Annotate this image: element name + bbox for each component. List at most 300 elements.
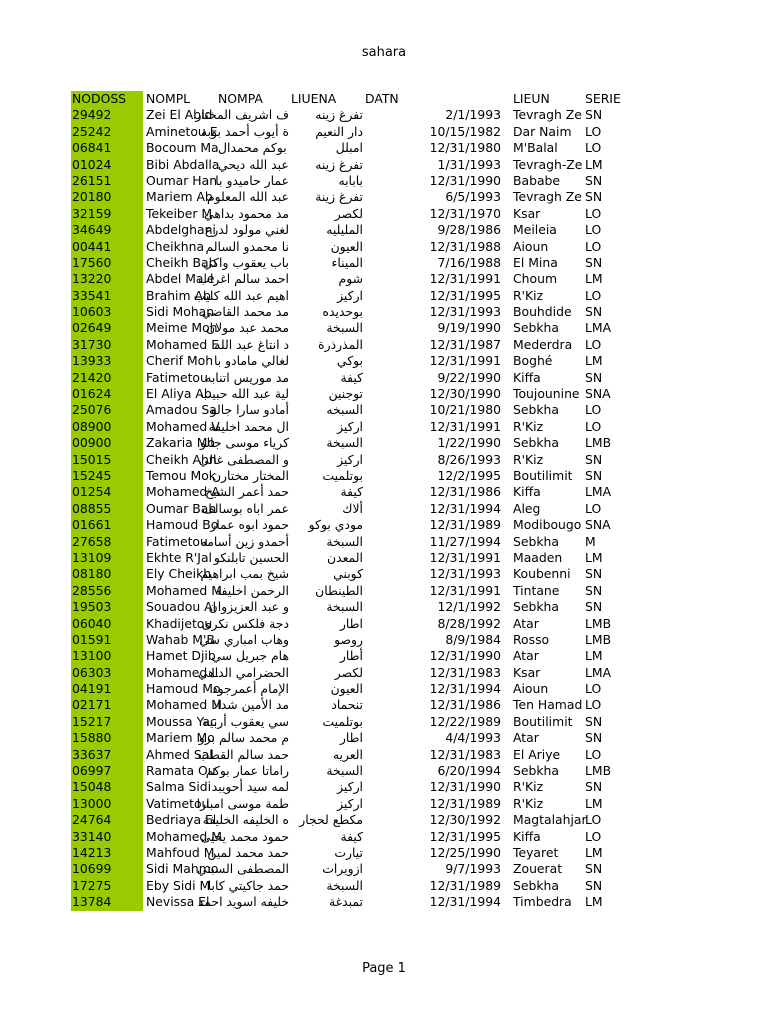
cell-datn: 12/30/1992 <box>429 812 501 828</box>
cell-nompl: Bedriaya El <box>146 812 217 828</box>
cell-nompl: Abdelghani <box>146 222 216 238</box>
cell-serie: LO <box>585 140 602 156</box>
cell-lieun: R'Kiz <box>513 418 544 434</box>
cell-lieun: Toujounine <box>513 386 580 402</box>
cell-serie: LM <box>585 271 603 287</box>
table-row <box>71 829 701 845</box>
cell-datn: 12/31/1991 <box>429 418 501 434</box>
cell-serie: SNA <box>585 386 611 402</box>
cell-datn: 6/20/1994 <box>437 763 501 779</box>
cell-lieun: Mederdra <box>513 336 573 352</box>
cell-lieun: Atar <box>513 615 539 631</box>
cell-nodoss: 10603 <box>71 304 143 320</box>
cell-nompa: حمد سالم القطب <box>197 746 289 762</box>
column-header-nompl: NOMPL <box>146 91 191 106</box>
cell-lieun: R'Kiz <box>513 795 544 811</box>
cell-serie: LM <box>585 648 603 664</box>
cell-nompl: Hamoud Mo <box>146 681 221 697</box>
cell-nodoss: 31730 <box>71 337 143 353</box>
cell-nompl: Nevissa El <box>146 894 210 910</box>
cell-nodoss: 28556 <box>71 583 143 599</box>
cell-nompl: Ely Cheikh <box>146 566 212 582</box>
cell-nodoss: 27658 <box>71 534 143 550</box>
cell-nompl: Wahab M'B <box>146 631 215 647</box>
cell-lieun: Sebkha <box>513 402 559 418</box>
cell-lieun: Choum <box>513 271 558 287</box>
table-row <box>71 288 701 304</box>
cell-liuena: الميناء <box>331 254 363 270</box>
table-row <box>71 812 701 828</box>
cell-nompl: Mahfoud M <box>146 844 215 860</box>
cell-nompa: مد محمود بداهي <box>204 205 289 221</box>
table-row <box>71 796 701 812</box>
cell-liuena: العريه <box>332 746 363 762</box>
cell-lieun: Sebkha <box>513 599 559 615</box>
cell-nompl: Oumar Bah <box>146 500 217 516</box>
cell-nompa: ة أيوب أحمد بوبه <box>201 123 289 139</box>
cell-datn: 12/31/1983 <box>429 664 501 680</box>
cell-serie: SN <box>585 599 603 615</box>
cell-nompa: لغالي مامادو با <box>213 353 289 369</box>
cell-datn: 12/25/1990 <box>429 844 501 860</box>
cell-datn: 12/2/1995 <box>437 467 501 483</box>
cell-liuena: السبخه <box>326 402 363 418</box>
cell-nompa: عمار حاميدو با <box>215 172 289 188</box>
cell-serie: SN <box>585 582 603 598</box>
cell-nompa: احمد سالم اغراب <box>198 271 289 287</box>
cell-nompl: Meime Moh <box>146 320 218 336</box>
table-row <box>71 419 701 435</box>
cell-lieun: Kiffa <box>513 369 541 385</box>
cell-lieun: Kiffa <box>513 828 541 844</box>
cell-datn: 12/31/1994 <box>429 894 501 910</box>
cell-nodoss: 17560 <box>71 255 143 271</box>
cell-nodoss: 02649 <box>71 320 143 336</box>
cell-nompl: Fatimetou <box>146 369 208 385</box>
cell-nompa: طمة موسى امبارا <box>196 795 289 811</box>
cell-datn: 8/28/1992 <box>437 615 501 631</box>
table-row <box>71 534 701 550</box>
table-row <box>71 452 701 468</box>
cell-liuena: كيفة <box>340 369 363 385</box>
cell-nompl: Eby Sidi M <box>146 877 211 893</box>
cell-liuena: الطينطان <box>315 582 363 598</box>
cell-serie: LO <box>585 812 602 828</box>
cell-serie: M <box>585 533 596 549</box>
table-row <box>71 845 701 861</box>
cell-lieun: Sebkha <box>513 533 559 549</box>
cell-datn: 4/4/1993 <box>445 730 501 746</box>
cell-lieun: Sebkha <box>513 435 559 451</box>
table-row <box>71 517 701 533</box>
cell-datn: 12/31/1993 <box>429 566 501 582</box>
table-row <box>71 157 701 173</box>
cell-datn: 1/31/1993 <box>437 156 501 172</box>
cell-nodoss: 15048 <box>71 779 143 795</box>
column-header-serie: SERIE <box>585 91 621 106</box>
cell-nodoss: 01624 <box>71 386 143 402</box>
cell-lieun: Aleg <box>513 500 541 516</box>
cell-serie: LO <box>585 287 602 303</box>
table-row <box>71 189 701 205</box>
cell-datn: 12/31/1994 <box>429 681 501 697</box>
cell-liuena: بوكي <box>336 353 363 369</box>
cell-nompa: أحمدو زين أسامه <box>200 533 289 549</box>
cell-lieun: Timbedra <box>513 894 572 910</box>
cell-lieun: R'Kiz <box>513 287 544 303</box>
cell-nompl: Moussa Yac <box>146 713 217 729</box>
cell-datn: 12/22/1989 <box>429 713 501 729</box>
cell-lieun: Sebkha <box>513 763 559 779</box>
table-row <box>71 665 701 681</box>
cell-nompl: Mohamed L <box>146 664 219 680</box>
cell-datn: 12/31/1991 <box>429 353 501 369</box>
cell-nompl: Souadou Al <box>146 599 217 615</box>
cell-datn: 12/1/1992 <box>437 599 501 615</box>
cell-nompl: Zei El Abid <box>146 107 213 123</box>
cell-nompa: م محمد سالم برو <box>198 730 289 746</box>
cell-nodoss: 15880 <box>71 730 143 746</box>
cell-nompl: El Aliya Ab <box>146 386 212 402</box>
cell-datn: 1/22/1990 <box>437 435 501 451</box>
cell-liuena: تفرغ زينه <box>315 107 363 123</box>
cell-nompl: Mohamed E <box>146 336 220 352</box>
cell-nompa: ه الخليفه الخليفة <box>202 812 289 828</box>
cell-nompa: الحضرامي الداهي <box>197 664 289 680</box>
table-row <box>71 353 701 369</box>
cell-nompl: Sidi Mohan <box>146 304 215 320</box>
cell-nompa: الإمام أعمرجود <box>212 681 289 697</box>
cell-serie: LMB <box>585 435 612 451</box>
table-row <box>71 714 701 730</box>
cell-datn: 9/28/1986 <box>437 222 501 238</box>
cell-serie: SN <box>585 779 603 795</box>
table-row <box>71 878 701 894</box>
column-header-lieun: LIEUN <box>513 91 550 106</box>
cell-nompa: المصطفى السبتي <box>197 861 289 877</box>
cell-datn: 12/31/1993 <box>429 304 501 320</box>
table-row <box>71 255 701 271</box>
cell-liuena: اطار <box>339 615 363 631</box>
table-header-row <box>71 91 701 107</box>
cell-nompl: Abdel Male <box>146 271 215 287</box>
cell-lieun: Ksar <box>513 205 541 221</box>
table-row <box>71 894 701 910</box>
cell-datn: 8/9/1984 <box>445 631 501 647</box>
cell-serie: LO <box>585 205 602 221</box>
cell-datn: 12/31/1991 <box>429 582 501 598</box>
cell-nodoss: 15015 <box>71 452 143 468</box>
cell-liuena: تمبدغة <box>329 894 363 910</box>
cell-lieun: Rosso <box>513 631 550 647</box>
table-row <box>71 763 701 779</box>
cell-lieun: Dar Naim <box>513 123 572 139</box>
cell-nodoss: 06841 <box>71 140 143 156</box>
cell-serie: SN <box>585 172 603 188</box>
cell-serie: SN <box>585 107 603 123</box>
cell-nompl: Vatimetou <box>146 795 210 811</box>
table-row <box>71 468 701 484</box>
cell-nodoss: 08855 <box>71 501 143 517</box>
cell-serie: SN <box>585 451 603 467</box>
column-header-nompa: NOMPA <box>218 91 263 106</box>
cell-nompl: Hamet Djib <box>146 648 216 664</box>
cell-nompa: حمود محمد يحيى <box>200 828 289 844</box>
cell-nodoss: 08900 <box>71 419 143 435</box>
cell-lieun: Magtalahjar <box>513 812 587 828</box>
cell-nodoss: 15217 <box>71 714 143 730</box>
cell-datn: 12/31/1989 <box>429 877 501 893</box>
cell-nompl: Brahim Ab <box>146 287 211 303</box>
cell-nodoss: 25076 <box>71 402 143 418</box>
cell-datn: 10/21/1980 <box>429 402 501 418</box>
cell-nodoss: 25242 <box>71 124 143 140</box>
cell-lieun: Tevragh Ze <box>513 107 582 123</box>
cell-nompa: عبد الله ديحي <box>218 156 289 172</box>
cell-lieun: Boutilimit <box>513 467 573 483</box>
cell-nodoss: 06303 <box>71 665 143 681</box>
cell-serie: LMA <box>585 320 612 336</box>
cell-datn: 12/31/1989 <box>429 517 501 533</box>
table-row <box>71 124 701 140</box>
cell-lieun: M'Balal <box>513 140 558 156</box>
cell-datn: 12/31/1991 <box>429 549 501 565</box>
cell-serie: LO <box>585 402 602 418</box>
cell-nompl: Temou Mok <box>146 467 216 483</box>
table-row <box>71 107 701 123</box>
cell-serie: SN <box>585 304 603 320</box>
table-row <box>71 697 701 713</box>
cell-lieun: R'Kiz <box>513 451 544 467</box>
cell-nodoss: 33140 <box>71 829 143 845</box>
cell-liuena: بوحديده <box>322 304 363 320</box>
cell-nompl: Mariem Mo <box>146 730 215 746</box>
cell-datn: 9/7/1993 <box>445 861 501 877</box>
cell-nodoss: 13220 <box>71 271 143 287</box>
cell-serie: SN <box>585 861 603 877</box>
cell-liuena: ألاك <box>342 500 363 516</box>
cell-nompa: باب يعقوب واكي <box>202 254 289 270</box>
table-row <box>71 370 701 386</box>
table-row <box>71 337 701 353</box>
cell-lieun: Boghé <box>513 353 553 369</box>
cell-nodoss: 21420 <box>71 370 143 386</box>
cell-lieun: Teyaret <box>513 844 559 860</box>
cell-nodoss: 34649 <box>71 222 143 238</box>
cell-nompl: Mohamed M <box>146 828 222 844</box>
cell-liuena: أطار <box>339 648 363 664</box>
cell-nodoss: 01254 <box>71 484 143 500</box>
cell-nompa: كرياء موسى جالو <box>199 435 289 451</box>
cell-liuena: تفرغ زينه <box>315 156 363 172</box>
cell-nompl: Salma Sidi <box>146 779 212 795</box>
cell-nompa: لغني مولود لدرع <box>204 222 289 238</box>
cell-lieun: Boutilimit <box>513 713 573 729</box>
cell-lieun: Aioun <box>513 681 549 697</box>
cell-lieun: Zouerat <box>513 861 563 877</box>
cell-nompl: Mohamed V <box>146 418 220 434</box>
page-footer: Page 1 <box>362 961 406 976</box>
cell-nompa: شيخ بمب ابراهيم <box>200 566 289 582</box>
cell-datn: 12/31/1970 <box>429 205 501 221</box>
cell-serie: LO <box>585 222 602 238</box>
cell-nompl: Cherif Moh <box>146 353 214 369</box>
cell-nodoss: 13109 <box>71 550 143 566</box>
cell-datn: 12/31/1989 <box>429 795 501 811</box>
table-row <box>71 435 701 451</box>
cell-nompl: Oumar Han <box>146 172 218 188</box>
cell-datn: 7/16/1988 <box>437 254 501 270</box>
cell-nompl: Aminetou E <box>146 123 218 139</box>
cell-nodoss: 08180 <box>71 566 143 582</box>
cell-lieun: Aioun <box>513 238 549 254</box>
cell-liuena: المعدن <box>327 549 363 565</box>
cell-liuena: بابابه <box>338 172 363 188</box>
cell-nodoss: 19503 <box>71 599 143 615</box>
cell-datn: 12/31/1990 <box>429 172 501 188</box>
table-row <box>71 304 701 320</box>
cell-serie: LO <box>585 681 602 697</box>
cell-datn: 12/31/1991 <box>429 271 501 287</box>
cell-liuena: دار النعيم <box>315 123 363 139</box>
cell-datn: 12/31/1987 <box>429 336 501 352</box>
cell-nompa: راماتا عمار بوكم <box>205 763 289 779</box>
cell-serie: LO <box>585 238 602 254</box>
cell-serie: SN <box>585 877 603 893</box>
table-row <box>71 320 701 336</box>
table-body <box>71 107 701 910</box>
cell-nodoss: 01661 <box>71 517 143 533</box>
cell-datn: 12/30/1990 <box>429 386 501 402</box>
cell-nodoss: 13784 <box>71 894 143 910</box>
cell-serie: LO <box>585 418 602 434</box>
cell-nompa: خليفه اسويد احمد <box>197 894 289 910</box>
cell-serie: SNA <box>585 517 611 533</box>
cell-liuena: السبخة <box>326 599 363 615</box>
cell-liuena: روصو <box>334 631 363 647</box>
data-table <box>71 91 701 911</box>
cell-serie: LMB <box>585 631 612 647</box>
cell-nompl: Ekhte R'Jal <box>146 549 212 565</box>
cell-serie: LM <box>585 844 603 860</box>
cell-lieun: Maaden <box>513 549 563 565</box>
cell-nodoss: 02171 <box>71 697 143 713</box>
cell-nodoss: 00900 <box>71 435 143 451</box>
cell-liuena: امبلل <box>335 140 363 156</box>
cell-liuena: العيون <box>330 238 363 254</box>
cell-serie: LO <box>585 746 602 762</box>
cell-datn: 12/31/1986 <box>429 697 501 713</box>
cell-liuena: اطار <box>339 730 363 746</box>
cell-nompl: Ahmed Sal <box>146 746 213 762</box>
table-row <box>71 648 701 664</box>
table-row <box>71 599 701 615</box>
cell-datn: 2/1/1993 <box>445 107 501 123</box>
cell-lieun: Bouhdide <box>513 304 572 320</box>
cell-nompa: مد الأمين شداد <box>211 697 289 713</box>
cell-serie: SN <box>585 730 603 746</box>
cell-nompa: أمادو سارا جالو <box>210 402 289 418</box>
cell-datn: 8/26/1993 <box>437 451 501 467</box>
cell-nompa: و عبد العزيزوان <box>208 599 289 615</box>
cell-nompa: عبد الله المعلوم <box>206 189 289 205</box>
cell-serie: LM <box>585 549 603 565</box>
cell-nompa: ال محمد اخليفة <box>208 418 289 434</box>
cell-nodoss: 26151 <box>71 173 143 189</box>
table-row <box>71 681 701 697</box>
cell-nompl: Mohamed M <box>146 697 222 713</box>
cell-serie: LM <box>585 795 603 811</box>
cell-nodoss: 29492 <box>71 107 143 123</box>
cell-lieun: Modibougo <box>513 517 582 533</box>
cell-serie: LM <box>585 353 603 369</box>
table-row <box>71 402 701 418</box>
cell-nompl: Bibi Abdalla <box>146 156 220 172</box>
cell-datn: 9/22/1990 <box>437 369 501 385</box>
cell-liuena: كوبني <box>333 566 363 582</box>
cell-datn: 12/31/1990 <box>429 648 501 664</box>
cell-serie: SN <box>585 189 603 205</box>
column-header-datn: DATN <box>365 91 399 106</box>
cell-nompa: سي يعقوب أربيه <box>203 713 289 729</box>
cell-liuena: السبخة <box>326 435 363 451</box>
cell-nompa: اهيم عبد الله كليب <box>193 287 289 303</box>
cell-lieun: Atar <box>513 730 539 746</box>
cell-liuena: السبخة <box>326 533 363 549</box>
cell-nompl: Bocoum Ma <box>146 140 219 156</box>
cell-nompa: الرحمن اخليفه <box>214 582 289 598</box>
cell-nompa: المختار مختارن <box>211 467 289 483</box>
cell-lieun: Tintane <box>513 582 560 598</box>
cell-nodoss: 13000 <box>71 796 143 812</box>
table-row <box>71 239 701 255</box>
cell-nodoss: 24764 <box>71 812 143 828</box>
cell-nodoss: 13933 <box>71 353 143 369</box>
cell-liuena: اركيز <box>337 795 363 811</box>
cell-nompl: Mariem Ab <box>146 189 213 205</box>
cell-nompa: وهاب امباري سي <box>199 631 289 647</box>
cell-liuena: كيفة <box>340 484 363 500</box>
cell-serie: LM <box>585 156 603 172</box>
cell-nompl: Tekeiber M <box>146 205 213 221</box>
table-row <box>71 616 701 632</box>
cell-datn: 12/31/1990 <box>429 779 501 795</box>
cell-liuena: اركيز <box>337 418 363 434</box>
cell-lieun: Sebkha <box>513 320 559 336</box>
table-row <box>71 632 701 648</box>
cell-liuena: بوتلميت <box>322 467 363 483</box>
cell-lieun: Ten Hamad <box>513 697 583 713</box>
cell-datn: 9/19/1990 <box>437 320 501 336</box>
cell-liuena: لكصر <box>334 205 363 221</box>
cell-nompa: مد موريس اتنابه <box>205 369 289 385</box>
cell-datn: 10/15/1982 <box>429 123 501 139</box>
column-header-liuena: LIUENA <box>291 91 337 106</box>
table-row <box>71 747 701 763</box>
cell-datn: 12/31/1988 <box>429 238 501 254</box>
cell-nompl: Cheikh Ahn <box>146 451 217 467</box>
cell-lieun: Kiffa <box>513 484 541 500</box>
cell-lieun: R'Kiz <box>513 779 544 795</box>
table-row <box>71 566 701 582</box>
column-header-nodoss: NODOSS <box>71 91 143 107</box>
cell-nodoss: 33637 <box>71 747 143 763</box>
cell-liuena: تفرغ زينة <box>315 189 363 205</box>
cell-nodoss: 32159 <box>71 206 143 222</box>
cell-lieun: Sebkha <box>513 877 559 893</box>
cell-nompl: Hamoud Bo <box>146 517 219 533</box>
cell-serie: LMA <box>585 664 612 680</box>
